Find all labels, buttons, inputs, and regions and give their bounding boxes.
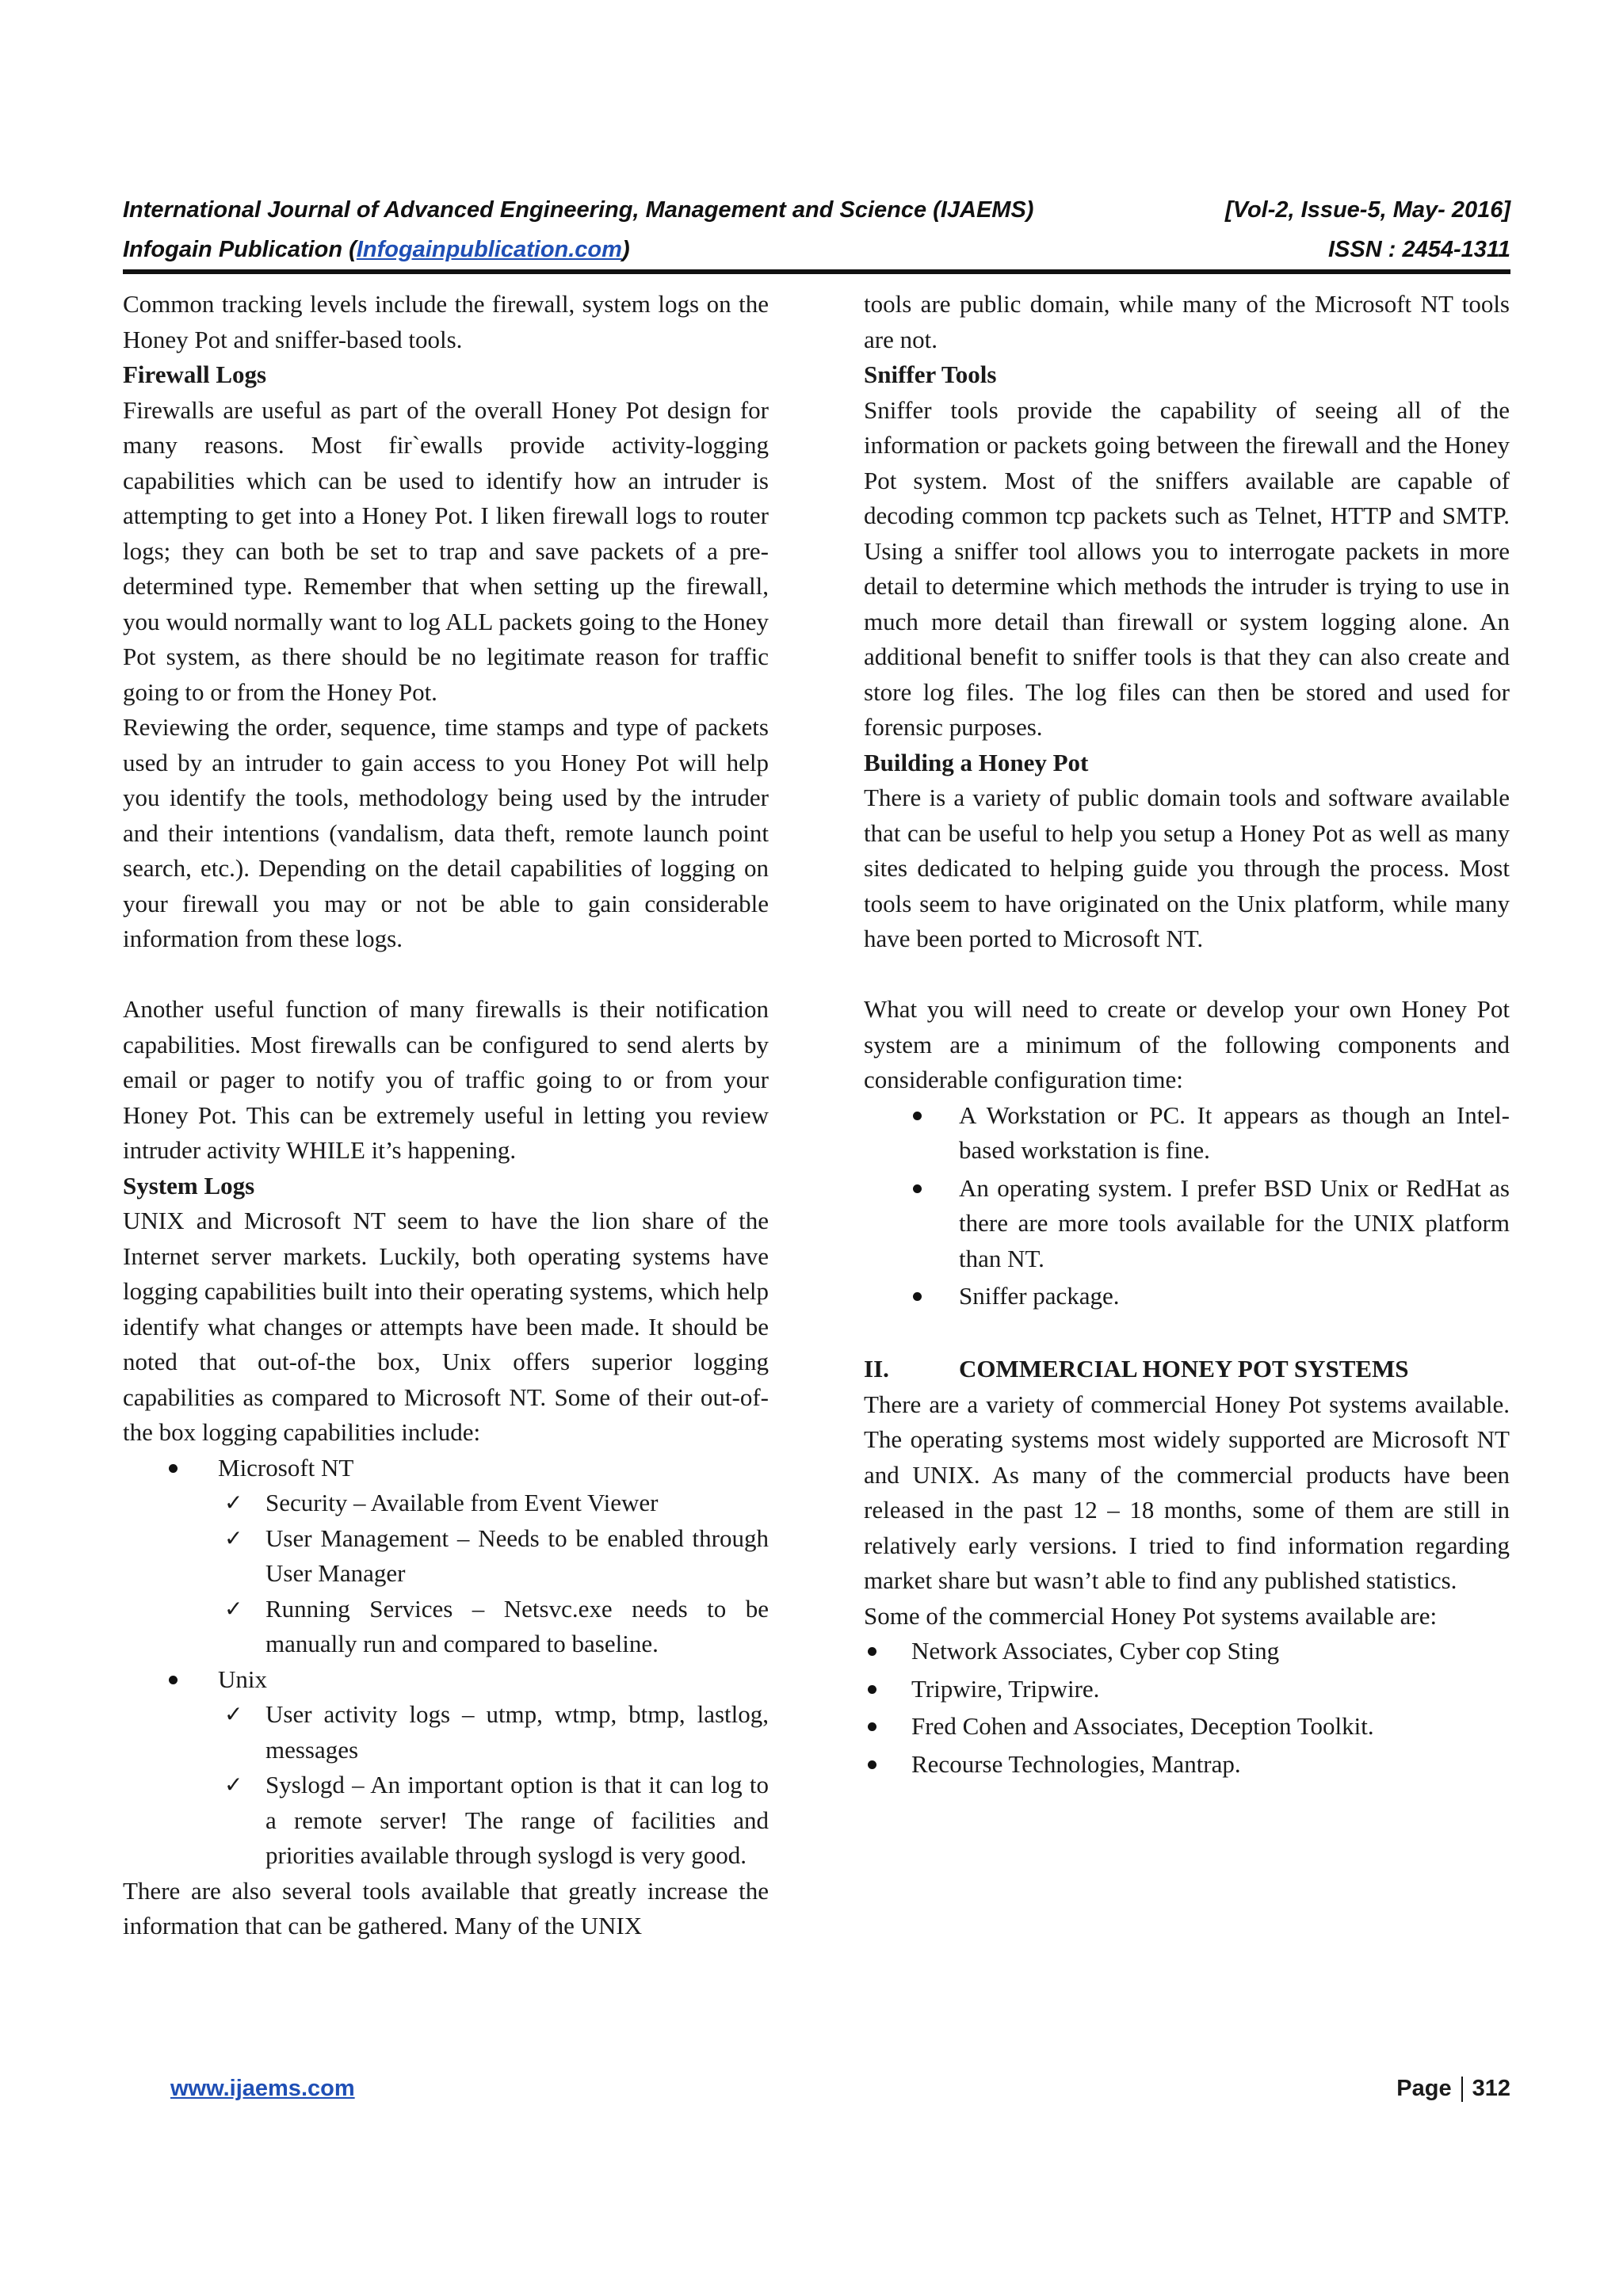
- requirements-paragraph: What you will need to create or develop your own Honey Pot system are a minimum of the following components and considerable configuration time:: [864, 995, 1510, 1093]
- bullet-icon: [868, 1685, 876, 1694]
- publisher-suffix: ): [621, 237, 630, 262]
- nt-capabilities: [218, 1486, 769, 1662]
- section-number: II.: [864, 1355, 889, 1383]
- checkmark-icon: ✓: [224, 1701, 243, 1727]
- product-text: Tripwire, Tripwire.: [911, 1674, 1100, 1703]
- list-item: [218, 1592, 769, 1662]
- bullet-icon: [868, 1722, 876, 1731]
- header-row-1: [123, 190, 1510, 230]
- capability-text: User Management – Needs to be enabled through User Manager: [265, 1524, 769, 1587]
- page-label: Page: [1396, 2076, 1452, 2101]
- os-list: [123, 1451, 769, 1874]
- requirement-text: An operating system. I prefer BSD Unix or RedHat as there are more tools available for the UNIX platform than NT.: [959, 1173, 1510, 1272]
- unix-capabilities: [218, 1697, 769, 1874]
- product-text: Network Associates, Cyber cop Sting: [911, 1637, 1280, 1665]
- list-item: [218, 1697, 769, 1768]
- paragraph-spacer: [864, 957, 1510, 993]
- section-title: COMMERCIAL HONEY POT SYSTEMS: [959, 1355, 1409, 1383]
- checkmark-icon: ✓: [224, 1524, 243, 1551]
- page-footer: [170, 2076, 1510, 2102]
- building-paragraph: There is a variety of public domain tools and software available that can be useful to help you setup a Honey Pot as well as many sites dedicated to helping guide you through the process. Most tools seem to have originated on the Unix platform, while many have been ported to Microsoft NT.: [864, 784, 1510, 952]
- bullet-icon: [913, 1292, 922, 1301]
- journal-header: [123, 190, 1510, 269]
- firewall-paragraph-1: Firewalls are useful as part of the overall Honey Pot design for many reasons. Most fir`ewalls provide activity-logging capabilities which can be used to identify how an intruder is attempting to get into a Honey Pot. I liken firewall logs to router logs; they can both be set to trap and save packets of a pre-determined type. Remember that when setting up the firewall, you would normally want to log ALL packets going to the Honey Pot system, as there should be no legitimate reason for traffic going to or from the Honey Pot.: [123, 395, 769, 706]
- commercial-intro: Some of the commercial Honey Pot systems available are:: [864, 1601, 1438, 1630]
- commercial-paragraph: There are a variety of commercial Honey Pot systems available. The operating systems most widely supported are Microsoft NT and UNIX. As many of the commercial products have been released in the past 12 – 18 months, some of them are still in relatively early versions. I tried to find information regarding market share but wasn’t able to find any published statistics.: [864, 1390, 1510, 1594]
- list-item: [864, 1098, 1510, 1169]
- page-separator: [1461, 2077, 1463, 2102]
- volume-info: [Vol-2, Issue-5, May- 2016]: [1225, 197, 1510, 223]
- firewall-paragraph-2: Reviewing the order, sequence, time stamps and type of packets used by an intruder to gain access to you Honey Pot will help you identify the tools, methodology being used by the intruder and their intentions (vandalism, data theft, remote launch point search, etc.). Depending on the detail capabilities of logging on your firewall you may or not be able to gain considerable information from these logs.: [123, 713, 769, 952]
- requirement-text: A Workstation or PC. It appears as though an Intel-based workstation is fine.: [959, 1100, 1510, 1164]
- section-heading: [864, 1352, 1510, 1387]
- checkmark-icon: ✓: [224, 1489, 243, 1516]
- list-item: [123, 1451, 769, 1662]
- building-heading: Building a Honey Pot: [864, 748, 1089, 776]
- system-logs-paragraph: UNIX and Microsoft NT seem to have the lion share of the Internet server markets. Luckily, both operating systems have logging capabilities built into their operating systems, which help identify what changes or attempts have been made. It should be noted that out-of-the box, Unix offers superior logging capabilities as compared to Microsoft NT. Some of their out-of-the box logging capabilities include:: [123, 1207, 769, 1446]
- right-column: [864, 287, 1510, 1784]
- page-number: 312: [1472, 2076, 1510, 2101]
- os-name: Microsoft NT: [218, 1453, 354, 1482]
- bullet-icon: [913, 1184, 922, 1193]
- journal-title: International Journal of Advanced Engineering, Management and Science (IJAEMS): [123, 197, 1034, 223]
- capability-text: Security – Available from Event Viewer: [265, 1489, 659, 1516]
- product-text: Recourse Technologies, Mantrap.: [911, 1749, 1241, 1778]
- publisher-prefix: Infogain Publication (: [123, 237, 357, 262]
- capability-text: User activity logs – utmp, wtmp, btmp, lastlog, messages: [265, 1700, 769, 1764]
- page-indicator: [1396, 2076, 1510, 2102]
- list-item: [123, 1662, 769, 1874]
- list-item: [864, 1634, 1510, 1669]
- paragraph-spacer: [123, 957, 769, 993]
- requirement-text: Sniffer package.: [959, 1282, 1120, 1310]
- bullet-icon: [868, 1647, 876, 1656]
- sniffer-tools-heading: Sniffer Tools: [864, 360, 997, 388]
- publisher: [123, 230, 630, 269]
- continuation-paragraph: tools are public domain, while many of the Microsoft NT tools are not.: [864, 290, 1510, 353]
- firewall-paragraph-3: Another useful function of many firewalls is their notification capabilities. Most firewalls can be configured to send alerts by email or pager to notify you of traffic going to or from your Honey Pot. This can be extremely useful in letting you review intruder activity WHILE it’s happening.: [123, 995, 769, 1164]
- capability-text: Running Services – Netsvc.exe needs to be manually run and compared to baseline.: [265, 1594, 769, 1657]
- list-item: [218, 1768, 769, 1874]
- list-item: [864, 1747, 1510, 1783]
- left-column: [123, 287, 769, 1944]
- capability-text: Syslogd – An important option is that it can log to a remote server! The range of facilities and priorities available through syslogd is very good.: [265, 1771, 769, 1869]
- sniffer-paragraph: Sniffer tools provide the capability of seeing all of the information or packets going between the firewall and the Honey Pot system. Most of the sniffers available are capable of decoding common tcp packets such as Telnet, HTTP and SMTP. Using a sniffer tool allows you to interrogate packets in more detail to determine which methods the intruder is trying to use in much more detail than firewall or system logging alone. An additional benefit to sniffer tools is that they can also create and store log files. The log files can then be stored and used for forensic purposes.: [864, 395, 1510, 741]
- header-divider: [123, 269, 1510, 274]
- list-item: [864, 1279, 1510, 1314]
- list-item: [864, 1171, 1510, 1277]
- checkmark-icon: ✓: [224, 1595, 243, 1622]
- list-item: [864, 1672, 1510, 1707]
- issn: ISSN : 2454-1311: [1328, 237, 1510, 262]
- system-logs-heading: System Logs: [123, 1171, 255, 1199]
- section-spacer: [864, 1317, 1510, 1352]
- product-text: Fred Cohen and Associates, Deception Toolkit.: [911, 1712, 1374, 1740]
- firewall-logs-heading: Firewall Logs: [123, 360, 267, 388]
- list-item: [218, 1486, 769, 1521]
- header-row-2: [123, 230, 1510, 269]
- list-item: [864, 1709, 1510, 1745]
- bullet-icon: [169, 1676, 178, 1684]
- intro-paragraph: Common tracking levels include the firewall, system logs on the Honey Pot and sniffer-based tools.: [123, 290, 769, 353]
- checkmark-icon: ✓: [224, 1772, 243, 1798]
- requirements-list: [864, 1098, 1510, 1314]
- list-item: [218, 1521, 769, 1592]
- os-name: Unix: [218, 1665, 267, 1693]
- bullet-icon: [169, 1464, 178, 1473]
- publisher-link[interactable]: Infogainpublication.com: [356, 237, 622, 262]
- tools-paragraph: There are also several tools available that greatly increase the information that can be gathered. Many of the UNIX: [123, 1876, 769, 1939]
- bullet-icon: [868, 1760, 876, 1769]
- website-link[interactable]: www.ijaems.com: [170, 2076, 355, 2101]
- bullet-icon: [913, 1112, 922, 1120]
- commercial-list: [864, 1634, 1510, 1782]
